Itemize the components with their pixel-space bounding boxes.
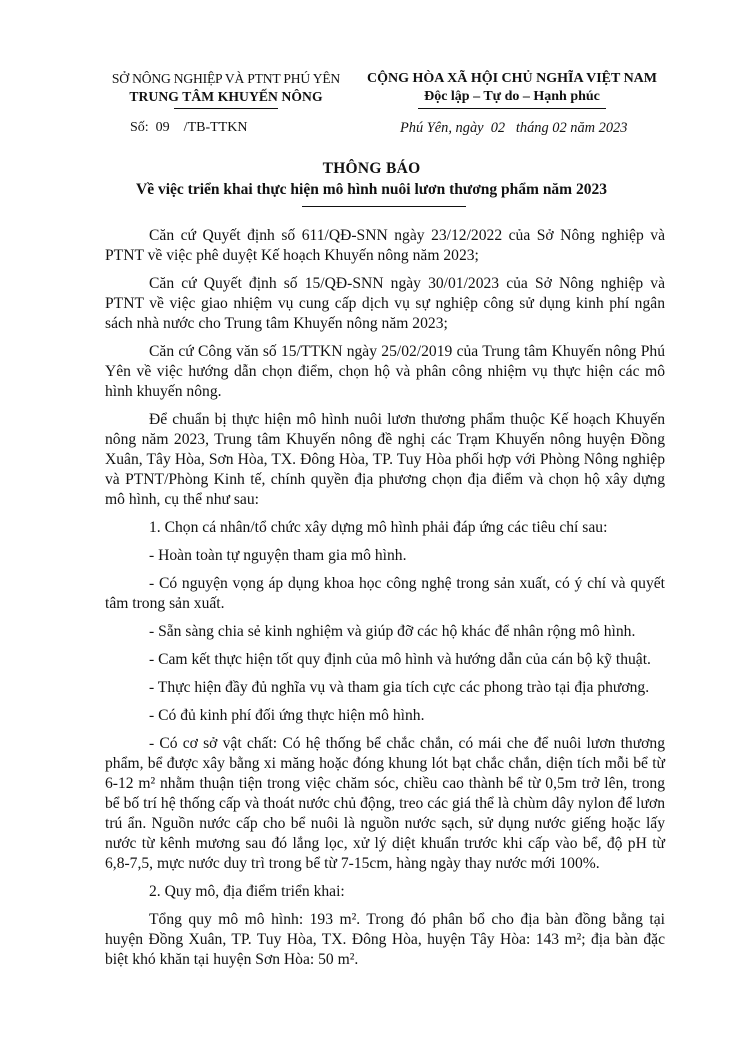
national-motto: Độc lập – Tự do – Hạnh phúc [424, 89, 600, 104]
paragraph: Tổng quy mô mô hình: 193 m². Trong đó phân bổ cho địa bàn đồng bằng tại huyện Đồng Xuân, TP. Tuy Hòa, TX. Đông Hòa, huyện Tây Hòa: 143 m²; địa bàn đặc biệt khó khăn tại huyện Sơn Hòa: 50 m². [105, 911, 665, 968]
document-subtitle: Về việc triển khai thực hiện mô hình nuôi lươn thương phẩm năm 2023 [136, 181, 607, 198]
agency-name: TRUNG TÂM KHUYẾN NÔNG [129, 89, 323, 104]
criteria-item: - Hoàn toàn tự nguyện tham gia mô hình. [149, 547, 407, 564]
criteria-item: - Có cơ sở vật chất: Có hệ thống bể chắc chắn, có mái che để nuôi lươn thương phẩm, bể được xây bằng xi măng hoặc đóng khung lót bạt chắc chắn, diện tích mỗi bể từ 6-12 m² nhằm thuận tiện trong việc chăm sóc, chiều cao thành bể từ 0,5m trở lên, trong bể bố trí hệ thống cấp và thoát nước chủ động, treo các giá thể là chùm dây nylon để lươn trú ẩn. Nguồn nước cấp cho bể nuôi là nguồn nước sạch, sử dụng nước giếng hoặc lấy nước từ kênh mương sau đó lắng lọc, xử lý diệt khuẩn trước khi cấp vào bể, độ pH từ 6,8-7,5, mực nước duy trì trong bể từ 7-15cm, hàng ngày thay nước mới 100%. [105, 735, 665, 872]
country-name: CỘNG HÒA XÃ HỘI CHỦ NGHĨA VIỆT NAM [366, 71, 657, 86]
motto-underline [418, 108, 606, 109]
document-date: Phú Yên, ngày 02 tháng 02 năm 2023 [400, 120, 628, 136]
parent-agency: SỞ NÔNG NGHIỆP VÀ PTNT PHÚ YÊN [111, 71, 341, 86]
document-title: THÔNG BÁO [322, 160, 421, 177]
section-heading: 1. Chọn cá nhân/tổ chức xây dựng mô hình phải đáp ứng các tiêu chí sau: [149, 519, 608, 536]
title-underline [302, 206, 466, 207]
national-heading [362, 70, 662, 109]
criteria-item: - Có nguyện vọng áp dụng khoa học công nghệ trong sản xuất, có ý chí và quyết tâm trong sản xuất. [105, 575, 665, 612]
document-body [105, 226, 665, 978]
section-heading: 2. Quy mô, địa điểm triển khai: [149, 883, 345, 900]
criteria-item: - Có đủ kinh phí đối ứng thực hiện mô hình. [149, 707, 425, 724]
document-number: Số: 09 /TB-TTKN [130, 120, 248, 135]
criteria-item: - Thực hiện đầy đủ nghĩa vụ và tham gia tích cực các phong trào tại địa phương. [149, 679, 650, 696]
paragraph: Căn cứ Công văn số 15/TTKN ngày 25/02/2019 của Trung tâm Khuyến nông Phú Yên về việc hướng dẫn chọn điểm, chọn hộ và phân công nhiệm vụ thực hiện các mô hình khuyến nông. [105, 343, 665, 400]
criteria-item: - Sẵn sàng chia sẻ kinh nghiệm và giúp đỡ các hộ khác để nhân rộng mô hình. [149, 623, 636, 640]
paragraph: Để chuẩn bị thực hiện mô hình nuôi lươn thương phẩm thuộc Kế hoạch Khuyến nông năm 2023, Trung tâm Khuyến nông đề nghị các Trạm Khuyến nông huyện Đồng Xuân, Tây Hòa, Sơn Hòa, TX. Đông Hòa, TP. Tuy Hòa phối hợp với Phòng Nông nghiệp và PTNT/Phòng Kinh tế, chính quyền địa phương chọn địa điểm và chọn hộ xây dựng mô hình, cụ thể như sau: [105, 411, 665, 508]
agency-underline [174, 108, 278, 109]
paragraph: Căn cứ Quyết định số 611/QĐ-SNN ngày 23/12/2022 của Sở Nông nghiệp và PTNT về việc phê duyệt Kế hoạch Khuyến nông năm 2023; [105, 227, 665, 264]
issuing-organization [96, 70, 356, 109]
criteria-item: - Cam kết thực hiện tốt quy định của mô hình và hướng dẫn của cán bộ kỹ thuật. [149, 651, 651, 668]
paragraph: Căn cứ Quyết định số 15/QĐ-SNN ngày 30/01/2023 của Sở Nông nghiệp và PTNT về việc giao nhiệm vụ cung cấp dịch vụ sự nghiệp công sử dụng kinh phí ngân sách nhà nước cho Trung tâm Khuyến nông năm 2023; [105, 275, 665, 332]
